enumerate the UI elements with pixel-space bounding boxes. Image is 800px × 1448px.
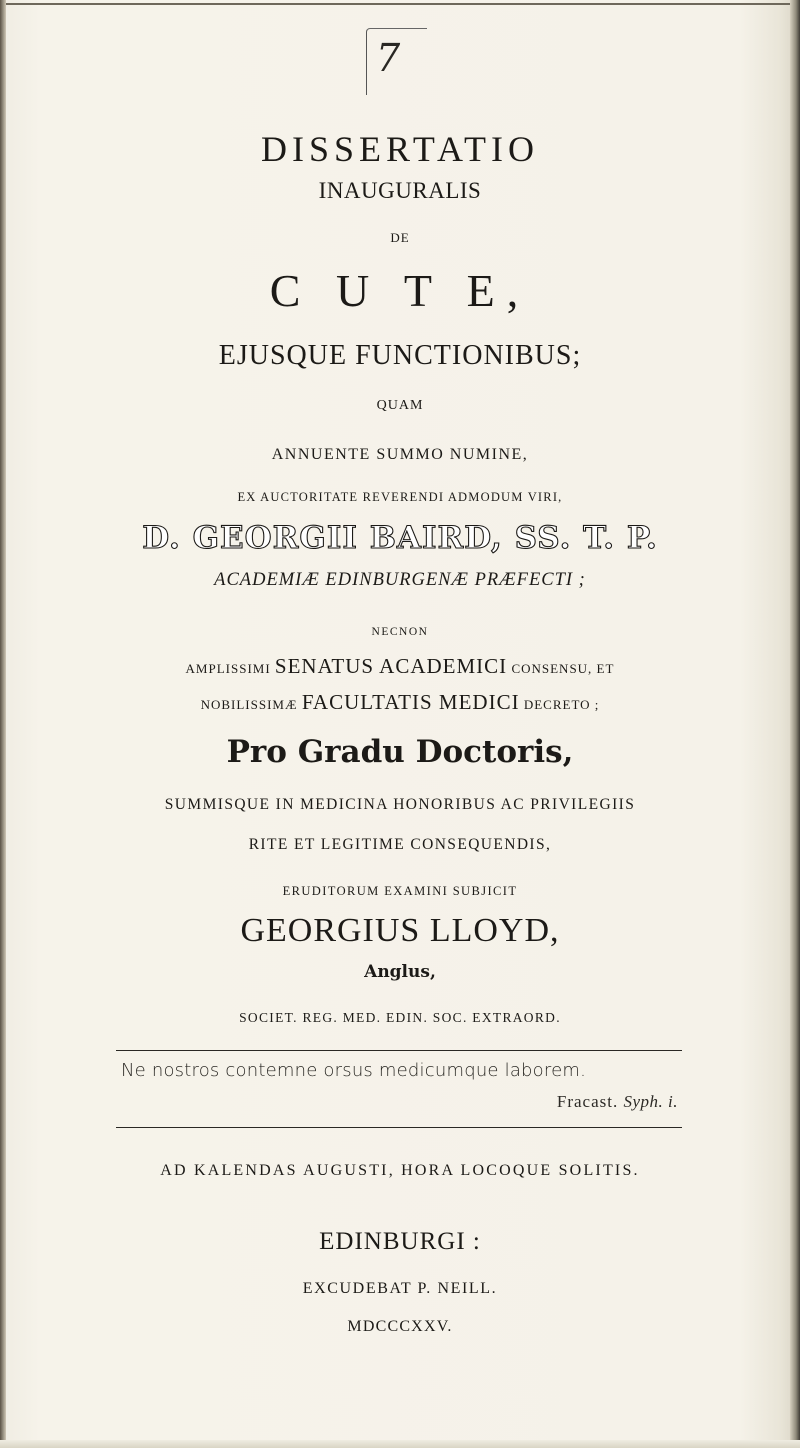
necnon-line: NECNON bbox=[371, 626, 429, 638]
imprint-printer: EXCUDEBAT P. NEILL. bbox=[302, 1280, 498, 1297]
imprint-place: EDINBURGI : bbox=[319, 1228, 481, 1255]
topic-cute: C U T E, bbox=[269, 265, 531, 316]
handwritten-number-text: 7 bbox=[376, 36, 401, 80]
facultatis-line bbox=[0, 690, 800, 715]
facultatis-pre: NOBILISSIMÆ bbox=[200, 697, 298, 712]
senatus-pre: AMPLISSIMI bbox=[185, 661, 271, 676]
summisque-line: SUMMISQUE IN MEDICINA HONORIBUS AC PRIVILEGIIS bbox=[164, 796, 636, 813]
handwritten-number bbox=[366, 22, 436, 94]
page-bottom-edge bbox=[0, 1440, 800, 1448]
epigraph-text: Ne nostros contemne orsus medicumque laborem. bbox=[121, 1060, 587, 1081]
subtitle: INAUGURALIS bbox=[318, 178, 482, 203]
society-line: SOCIET. REG. MED. EDIN. SOC. EXTRAORD. bbox=[239, 1010, 561, 1025]
epigraph-author: Fracast. bbox=[556, 1092, 619, 1111]
facultatis-main: FACULTATIS MEDICI bbox=[301, 690, 520, 714]
quam-line: QUAM bbox=[376, 398, 424, 413]
pro-gradu-line: Pro Gradu Doctoris, bbox=[226, 734, 574, 770]
eruditorum-line: ERUDITORUM EXAMINI SUBJICIT bbox=[282, 884, 518, 898]
senatus-post: CONSENSU, ET bbox=[511, 661, 615, 676]
epigraph-source bbox=[557, 1092, 678, 1112]
senatus-line bbox=[0, 654, 800, 679]
academiae-line: ACADEMIÆ EDINBURGENÆ PRÆFECTI ; bbox=[214, 570, 586, 590]
principal-name: D. GEORGII BAIRD, SS. T. P. bbox=[142, 520, 658, 556]
topic-ejusque: EJUSQUE FUNCTIONIBUS; bbox=[218, 340, 582, 371]
title: DISSERTATIO bbox=[261, 129, 539, 169]
senatus-main: SENATUS ACADEMICI bbox=[274, 654, 508, 678]
author-name: GEORGIUS LLOYD, bbox=[240, 912, 560, 949]
imprint-year: MDCCCXXV. bbox=[347, 1318, 453, 1335]
auctoritate-line: EX AUCTORITATE REVERENDI ADMODUM VIRI, bbox=[237, 490, 563, 504]
page-top-edge bbox=[0, 3, 800, 5]
de-line: DE bbox=[390, 230, 410, 245]
rule-bottom bbox=[116, 1127, 682, 1128]
rite-line: RITE ET LEGITIME CONSEQUENDIS, bbox=[248, 836, 552, 853]
date-line: AD KALENDAS AUGUSTI, HORA LOCOQUE SOLITIS. bbox=[160, 1162, 640, 1179]
rule-top bbox=[116, 1050, 682, 1051]
annuente-line: ANNUENTE SUMMO NUMINE, bbox=[271, 446, 529, 463]
author-nationality: Anglus, bbox=[364, 962, 436, 982]
facultatis-post: DECRETO ; bbox=[523, 697, 600, 712]
epigraph-work: Syph. i. bbox=[623, 1092, 678, 1111]
